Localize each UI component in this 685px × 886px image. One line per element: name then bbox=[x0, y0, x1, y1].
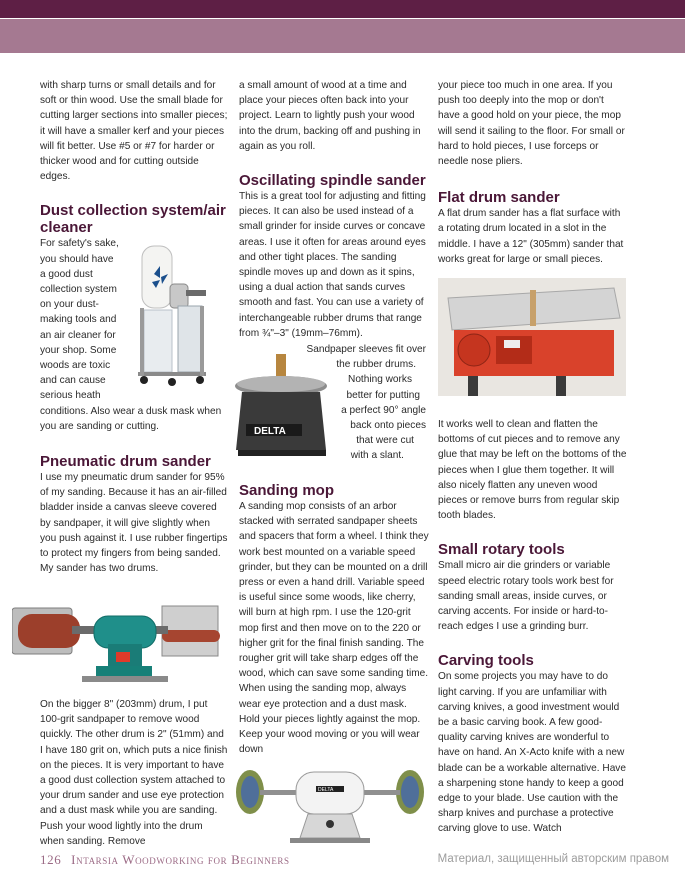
footer-page-title bbox=[40, 852, 290, 868]
col1-intro: with sharp turns or small details and for soft or thin wood. Use the small blade for cutting larger sections into smaller pieces; it will have a smaller kerf and your pieces will fit better. Use #5 or #7 for harder or thicker wood and for cutting outside edges. bbox=[40, 80, 228, 183]
carving-body: On some projects you may have to do light carving. If you are unfamiliar with carving knives, a good investment would be a basic carving book. A few good-quality carving knives are wonderful to have on hand. An X-Acto knife with a new blade can be a workable alternative. Have a sharpening stone handy to keep a good edge to your blade. Use caution with the sharp knives and purchase a protective carving glove to use. Watch bbox=[438, 671, 626, 835]
mop-body: A sanding mop consists of an arbor stacked with serrated sandpaper sheets and spacers that form a wheel. I think they work best mounted on a variable speed grinder, but they can be mounted on a drill press or even a hand drill. Variable speed is useful since some woods, like cherry, will burn at high rpm. I use the 120-grit mop first and then move on to the 220 or higher grit for the final finish sanding. The rougher grit will take sharp edges off the wood, which can save some sanding time. When using the sanding mop, always wear eye protection and a dust mask. Hold your pieces lightly against the mop. Keep your wood moving or you will wear down bbox=[239, 501, 429, 756]
carving-tools-heading: Carving tools bbox=[438, 652, 534, 670]
dust-wrap-text: For safety's sake, you should have a good dust collection system on your dust- making tools and an air cleaner for your shop. Some woods are toxic and can cause serious heath bbox=[40, 238, 119, 402]
spindle-sander-image bbox=[232, 350, 330, 458]
drum-body: On the bigger 8" (203mm) drum, I put 100-grit sandpaper to remove wood quickly. The other drum is 2" (51mm) and I have 180 grit on, which puts a nice finish on the pieces. It is very important to have a good dust collection system attached to your drum sander and use eye protection and a dust mask while you are sanding. Push your wood lightly into the drum when sanding. Remove bbox=[40, 699, 228, 847]
mop-brand-label: DELTA bbox=[318, 787, 334, 793]
dust-collection-heading: Dust collection system/air cleaner bbox=[40, 202, 226, 237]
column-3 bbox=[438, 78, 628, 267]
spindle-wrap-text: Sandpaper sleeves fit over the rubber drums. Nothing works better for putting a perfect 90° angle back onto pieces that were cut with a slant. bbox=[306, 344, 426, 462]
col2-intro: a small amount of wood at a time and place your pieces often back into your project. Learn to lightly push your wood into the drum, backing off and pushing in again as you roll. bbox=[239, 80, 421, 152]
pneumatic-drum-sander-heading: Pneumatic drum sander bbox=[40, 453, 211, 471]
header-band-dark bbox=[0, 0, 685, 18]
flat-after: It works well to clean and flatten the bottoms of cut pieces and to remove any glue that may be left on the bottoms of the pieces when I glue them together. It will also nicely flatten any uneven wood pieces or remove burrs from regular skip tooth blades. bbox=[438, 419, 627, 522]
page-number: 126 bbox=[40, 852, 62, 867]
book-title: Intarsia Woodworking for Beginners bbox=[71, 852, 290, 867]
copyright-watermark: Материал, защищенный авторским правом bbox=[437, 853, 669, 865]
rotary-body: Small micro air die grinders or variable speed electric rotary tools work best for sanding small areas, inside curves, or carving accents. For inside or hard-to-reach edges I use a grinding burr. bbox=[438, 560, 614, 633]
dust-collector-image bbox=[134, 244, 210, 396]
oscillating-spindle-sander-heading: Oscillating spindle sander bbox=[239, 172, 426, 190]
spindle-body: This is a great tool for adjusting and fitting pieces. It can also be used instead of a small grinder for inside curves or concave areas. I use it often for areas around eyes and other tight places. The sanding spindle moves up and down as it spins, using a dual action that sands curves smooth and fast. You can use a variety of interchangeable rubber drums that range from ¾"–3" (19mm–76mm). bbox=[239, 191, 426, 339]
pneumatic-drum-sander-image bbox=[12, 596, 224, 688]
col3-intro: your piece too much in one area. If you push too deeply into the mop or don't have a good hold on your piece, the mop will send it sailing to the floor. For small or hard to hold pieces, I use forceps or needle nose pliers. bbox=[438, 80, 625, 168]
sanding-mop-heading: Sanding mop bbox=[239, 482, 334, 499]
sanding-mop-image bbox=[230, 764, 430, 844]
spindle-brand-label: DELTA bbox=[254, 426, 286, 437]
flat-drum-sander-image bbox=[438, 278, 626, 396]
small-rotary-tools-heading: Small rotary tools bbox=[438, 541, 565, 559]
flat-body: A flat drum sander has a flat surface with a rotating drum located in a slot in the middle. I have a 12" (305mm) sander that works great for large or small pieces. bbox=[438, 208, 624, 265]
dust-body-full: conditions. Also wear a dusk mask when you are sanding or cutting. bbox=[40, 405, 222, 432]
header-band bbox=[0, 18, 685, 53]
pneumatic-body: I use my pneumatic drum sander for 95% of my sanding. Because it has an air-filled bladder inside a canvas sleeve covered by sandpaper, it will give slightly when you push against it. I use rubber fingertips to protect my fingers from being sanded. My sander has two drums. bbox=[40, 472, 228, 575]
column-2-lower bbox=[239, 482, 429, 757]
flat-drum-sander-heading: Flat drum sander bbox=[438, 189, 560, 207]
column-2 bbox=[239, 78, 429, 341]
column-3-lower bbox=[438, 417, 628, 837]
